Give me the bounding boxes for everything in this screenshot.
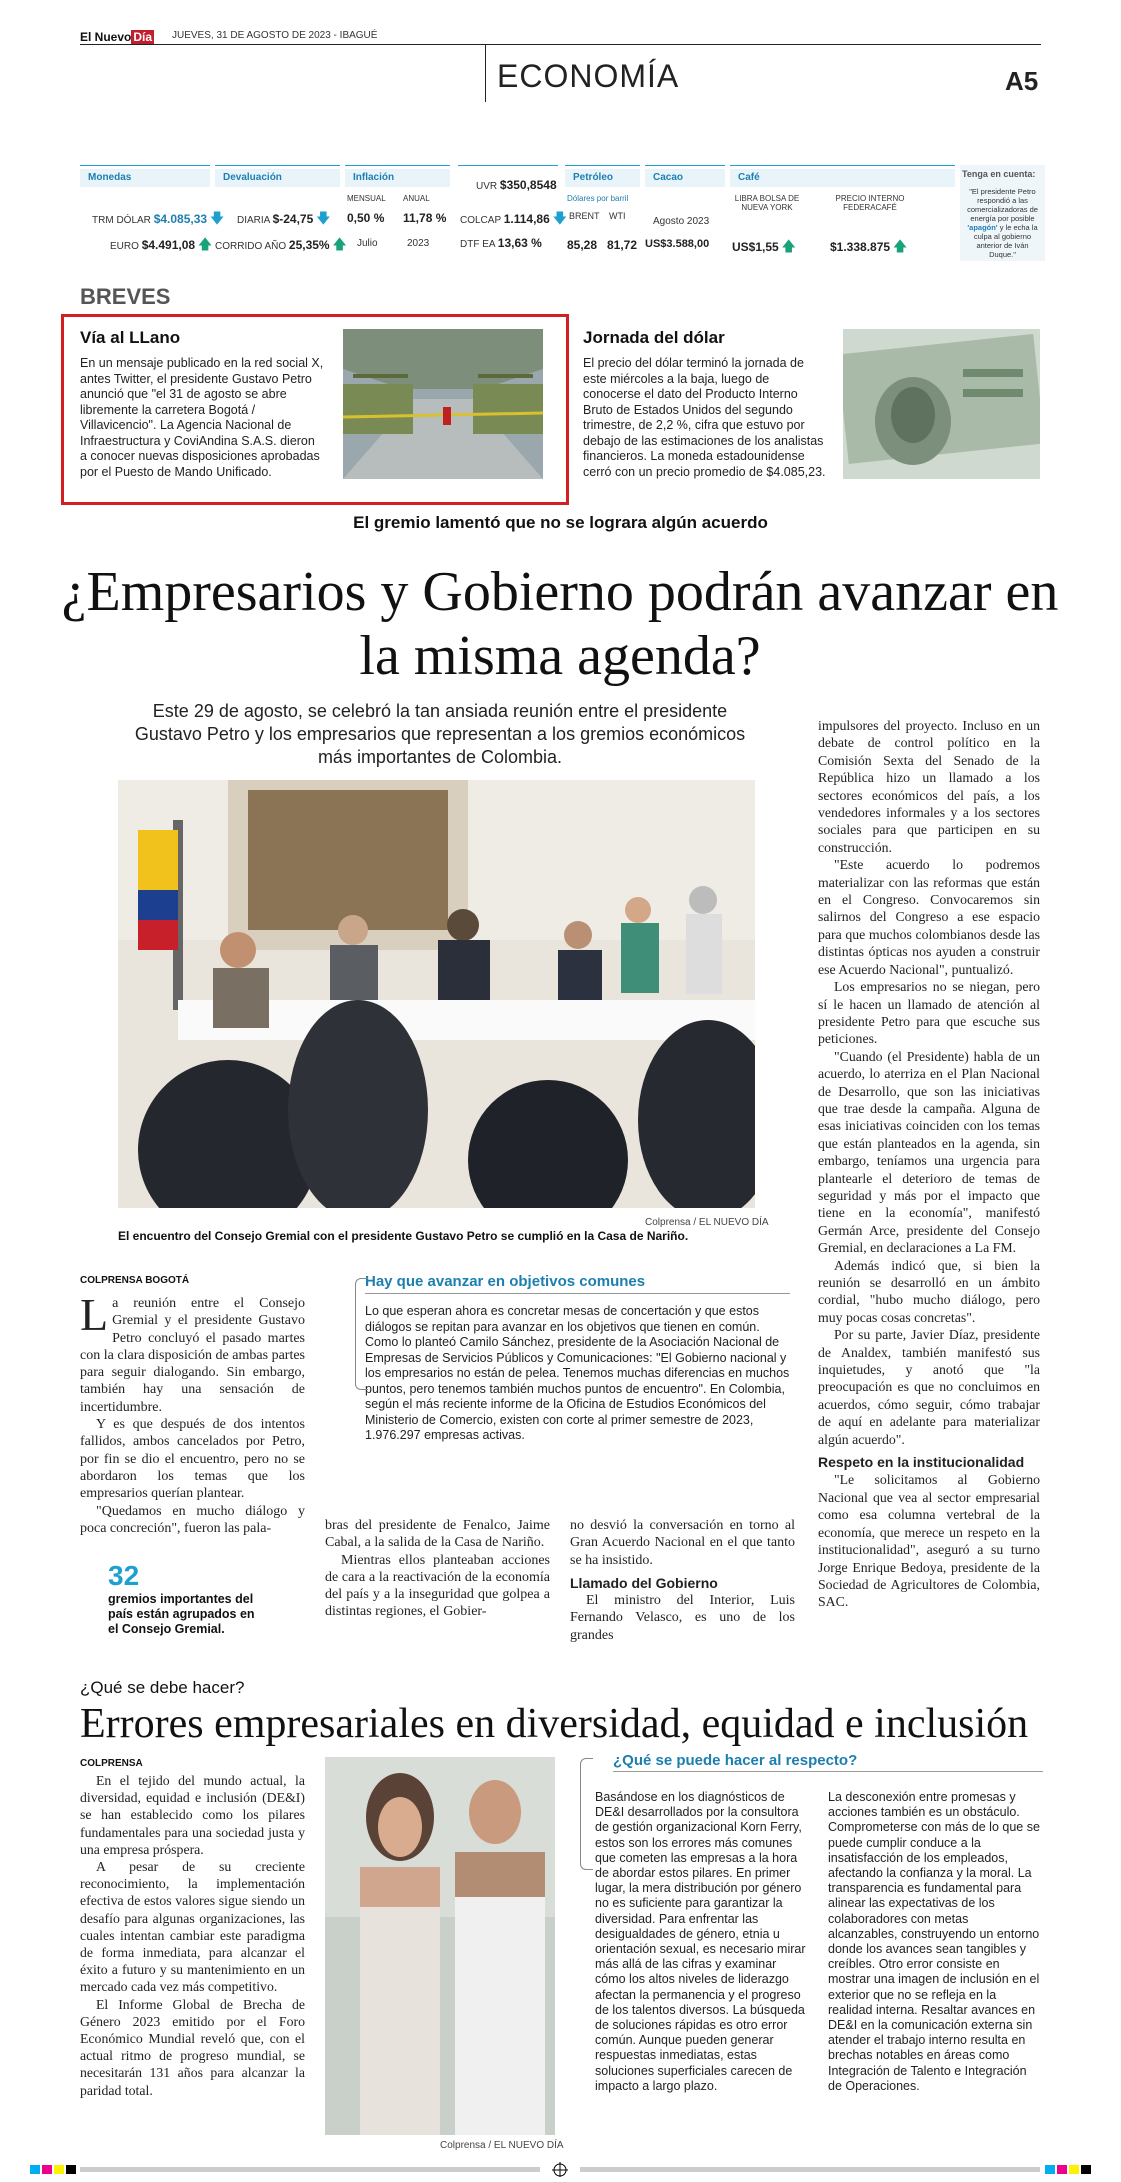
ticker-monedas <box>80 165 225 262</box>
anual-value: 11,78 % <box>403 211 447 225</box>
article1-headline: ¿Empresarios y Gobierno podrán avanzar en la misma agenda? <box>61 561 1059 687</box>
article1-sidebar <box>365 1273 790 1444</box>
euro-value: $4.491,08 <box>141 238 196 252</box>
article1-col1-p1: La reunión entre el Consejo Gremial y el presidente Gustavo Petro concluyó el pasado martes con la clara disposición de ambas partes para seguir dialogando. Sin embargo, también hay una sensación de incertidumbre. <box>80 1289 305 1415</box>
euro-label: EURO <box>110 241 139 252</box>
ticker-uvr <box>458 165 567 262</box>
page-number: A5 <box>1005 66 1039 96</box>
cafe-ny-label: LIBRA BOLSA DE NUEVA YORK <box>734 194 800 212</box>
brand-logo <box>80 30 154 44</box>
article1-right-col <box>818 717 1040 1611</box>
brent-value: 85,28 <box>567 238 598 252</box>
cafe-interno-value: $1.338.875 <box>830 240 891 254</box>
article1-right-subhead: Respeto en la institucionalidad <box>818 1454 1025 1471</box>
wti-label: WTI <box>609 211 626 221</box>
cafe-interno-label: PRECIO INTERNO FEDERACAFÉ <box>835 194 905 212</box>
ticker-inflacion <box>345 165 450 262</box>
article1-right-p7: "Le solicitamos al Gobierno Nacional que vea al sector empresarial como esa columna vertebral de la economía, que merece un respeto en la institucionalidad", aseguró a su turno Jorge Enrique Bedoya, presidente de la Sociedad de Agricultores de Colombia, SAC. <box>818 1472 1040 1610</box>
wti-value: 81,72 <box>607 238 638 252</box>
article2-photo-people <box>325 1757 555 2135</box>
article1-col2-p2: Mientras ellos planteaban acciones de cara a la reactivación de la economía del país y a la inseguridad que golpea a distintas regiones, el Gobier- <box>325 1552 550 1620</box>
section-rule <box>485 44 486 102</box>
article1-col3-p2: El ministro del Interior, Luis Fernando Velasco, es uno de los grandes <box>570 1593 795 1643</box>
article1-col3-subhead: Llamado del Gobierno <box>570 1574 718 1591</box>
anual-label: ANUAL <box>403 194 430 203</box>
inflacion-mes: Julio <box>357 238 378 249</box>
article2-sidebar <box>613 1752 1043 1772</box>
article1-sidebar-title: Hay que avanzar en objetivos comunes <box>365 1273 790 1294</box>
drop-cap: L <box>80 1289 109 1340</box>
cacao-value: US$3.588,00 <box>645 238 710 250</box>
colcap-label: COLCAP <box>460 215 501 226</box>
article2-col1-p3: El Informe Global de Brecha de Género 2023 emitido por el Foro Económico Mundial reveló que, con el actual ritmo de progreso mundial, se necesitarán 131 años para alcanzar la paridad total. <box>80 1996 305 2098</box>
dateline: JUEVES, 31 DE AGOSTO DE 2023 - IBAGUÉ <box>172 30 378 41</box>
tenga-text: "El presidente Petro respondió a las comercializadoras de energía por posible 'apagón' y le echa la culpa al gobierno anterior de Iván Duque." <box>967 187 1038 259</box>
brief-title-via-llano: Vía al LLano <box>80 328 181 347</box>
ticker-cacao-title: Cacao <box>645 169 725 187</box>
petroleo-sub: Dólares por barril <box>567 194 629 203</box>
article2-kicker: ¿Qué se debe hacer? <box>80 1678 245 1697</box>
arrow-up-icon: 🡅 <box>332 236 347 252</box>
ticker-cacao <box>645 165 725 262</box>
article1-col2 <box>325 1517 550 1621</box>
arrow-up-icon: 🡅 <box>197 236 213 252</box>
brief-text-dolar: El precio del dólar terminó la jornada de este miércoles a la baja, luego de conocerse el dato del Producto Interno Bruto de Estados Unidos del segundo trimestre, de 2,2 %, cifra que estuvo por debajo de las estimaciones de los analistas financieros. La moneda estadounidense cerró con un precio promedio de $4.085,23. <box>583 356 826 479</box>
sidebar-bracket <box>580 1758 593 1870</box>
ticker-devaluacion <box>215 165 347 262</box>
print-registration-strip <box>0 2162 1121 2177</box>
dtf-label: DTF EA <box>460 239 496 250</box>
brief-photo-road <box>343 329 543 479</box>
article1-sidebar-text: Lo que esperan ahora es concretar mesas de concertación y que estos diálogos se repitan para avanzar en los objetivos que tienen en común. Como lo planteó Camilo Sánchez, presidente de la Asociación Nacional de Empresas de Servicios Públicos y Comunicaciones: "El Gobierno nacional y los empresarios no están de pelea. Tenemos muchas diferencias en muchos puntos, pero tenemos también muchos puntos de encuentro". En Colombia, según el más reciente informe de la Oficina de Estudios Económicos del Ministerio de Comercio, existen con corte al primer semestre de 2023, 1.976.297 empresas activas. <box>365 1304 790 1442</box>
trm-label: TRM DÓLAR <box>92 215 151 226</box>
trm-value: $4.085,33 <box>153 212 208 226</box>
article1-col1-p3: "Quedamos en mucho diálogo y poca concreción", fueron las pala- <box>80 1503 305 1536</box>
ticker-petroleo-title: Petróleo <box>565 169 640 187</box>
article1-photo-meeting <box>118 780 755 1208</box>
market-ticker <box>80 165 1045 261</box>
mensual-value: 0,50 % <box>347 211 385 225</box>
arrow-down-icon: 🡇 <box>209 210 225 226</box>
cafe-ny-value: US$1,55 <box>732 240 779 254</box>
article2-sidebar-col1: Basándose en los diagnósticos de DE&I desarrollados por la consultora de gestión organizacional Korn Ferry, estos son los errores más comunes que cometen las empresas a la hora de abordar estos pilares. En primer lugar, la mera distribución por género no es suficiente para garantizar la diversidad. Para enfrentar las desigualdades de género, etnia u orientación sexual, es necesario mirar más allá de las cifras y examinar cómo los altos niveles de liderazgo afectan la permanencia y el progreso de los talentos diversos. La búsqueda de soluciones rápidas es otro error común. Aunque pueden generar respuestas inmediatas, estas soluciones superficiales carecen de impacto a largo plazo. <box>595 1790 806 2093</box>
ticker-petroleo <box>565 165 640 262</box>
article1-kicker: El gremio lamentó que no se lograra algún acuerdo <box>353 513 768 532</box>
cacao-mes: Agosto 2023 <box>653 216 710 227</box>
article1-byline: COLPRENSA BOGOTÁ <box>80 1275 190 1286</box>
article1-col2-p1: bras del presidente de Fenalco, Jaime Cabal, a la salida de la Casa de Nariño. <box>325 1518 550 1551</box>
stat-number: 32 <box>108 1560 140 1591</box>
stat-box <box>108 1560 268 1637</box>
ticker-inflacion-title: Inflación <box>345 169 450 187</box>
brent-label: BRENT <box>569 211 600 221</box>
article1-right-p1: impulsores del proyecto. Incluso en un debate de control político en la Comisión Sexta del Senado de la República hizo un llamado a los sectores económicos del país, a los vendedores informales y a los sectores sociales para que participen en su construcción. <box>818 718 1040 855</box>
article2-col1-p1: En el tejido del mundo actual, la diversidad, equidad e inclusión (DE&I) se han establecido como los pilares fundamentales para una sociedad justa y una empresa próspera. <box>80 1773 305 1857</box>
article1-right-p4: "Cuando (el Presidente) habla de un acuerdo, lo aterriza en el Plan Nacional de Desarrollo, que son las iniciativas que trae desde la campaña. Alguna de esas iniciativas coinciden con los temas que están planteados en la agenda, sin embargo, teníamos una urgencia para plantearle el deterioro de temas de seguridad y más por el impacto que tiene en la economía", manifestó Germán Arce, presidente del Consejo Gremial, en declaraciones a La FM. <box>818 1048 1040 1256</box>
ticker-tenga-en-cuenta <box>960 165 1045 261</box>
tenga-title: Tenga en cuenta: <box>962 169 1036 179</box>
arrow-down-icon: 🡇 <box>552 210 567 226</box>
article1-right-p6: Por su parte, Javier Díaz, presidente de Analdex, también manifestó sus inquietudes, y anotó que "la preocupación es que no concluimos en acuerdos, cómo seguir, cómo trabajar de aquí en adelante para materializar algún acuerdo". <box>818 1327 1040 1447</box>
ticker-monedas-title: Monedas <box>80 169 210 187</box>
brief-photo-dollar <box>843 329 1040 479</box>
article1-right-p3: Los empresarios no se niegan, pero sí le hacen un llamado de atención al presidente Petro para que escuche sus peticiones. <box>818 979 1040 1047</box>
diaria-label: DIARIA <box>237 215 270 226</box>
corrido-label: CORRIDO AÑO <box>215 241 287 252</box>
section-title: ECONOMÍA <box>497 58 680 94</box>
dtf-value: 13,63 % <box>497 236 542 250</box>
brief-text-via-llano: En un mensaje publicado en la red social X, antes Twitter, el presidente Gustavo Petro anunció que "el 31 de agosto se abre libremente la carretera Bogotá / Villavicencio". La Agencia Nacional de Infraestructura y CoviAndina S.A.S. dieron a conocer nuevas disposiciones aprobadas por el Puesto de Mando Unificado. <box>80 356 324 479</box>
article1-photo-credit: Colprensa / EL NUEVO DÍA <box>645 1217 769 1228</box>
diaria-value: $-24,75 <box>272 212 314 226</box>
article2-photo-credit: Colprensa / EL NUEVO DÍA <box>440 2140 564 2151</box>
article2-col1-p2: A pesar de su creciente reconocimiento, la implementación efectiva de estos valores sigue siendo un desafío para algunas organizaciones, las cuales intentan cambiar este paradigma de forma inmediata, para alcanzar el éxito a futuro y su mantenimiento en un mercado cada vez más competitivo. <box>80 1859 305 1995</box>
article1-col3-p1: no desvió la conversación en torno al Gran Acuerdo Nacional en el que tanto se ha insistido. <box>570 1518 795 1568</box>
inflacion-anio: 2023 <box>407 238 430 249</box>
brand-name-highlight: Día <box>133 30 153 44</box>
article2-sidebar-col2: La desconexión entre promesas y acciones también es un obstáculo. Comprometerse con más de lo que se puede cumplir conduce a la insatisfacción de los empleados, afectando la confianza y la moral. La transparencia es fundamental para alinear las expectativas de los colaboradores con metas alcanzables, construyendo un entorno donde los avances sean tangibles y creíbles. Otro error consiste en mostrar una imagen de inclusión en el exterior que no se refleja en la realidad interna. Resaltar avances en DE&I en la comunicación externa sin atender el trabajo interno resulta en brechas notables en áreas como Integración de Talento e Integración de Operaciones. <box>828 1790 1040 2093</box>
article2-col1 <box>80 1772 305 2099</box>
breves-label: BREVES <box>80 284 171 309</box>
arrow-up-icon: 🡅 <box>781 238 796 254</box>
ticker-devaluacion-title: Devaluación <box>215 169 340 187</box>
mensual-label: MENSUAL <box>347 194 386 203</box>
stat-text: gremios importantes del país están agrupados en el Consejo Gremial. <box>108 1592 255 1636</box>
article1-right-p2: "Este acuerdo lo podremos materializar con las reformas que están en el Congreso. Convocaremos sin salirnos del Congreso a ese espacio para que muchos colombianos desde las distintas ópticas nos ayuden a construir ese Acuerdo Nacional", puntualizó. <box>818 857 1040 977</box>
uvr-label: UVR <box>476 181 498 192</box>
ticker-cafe <box>730 165 955 262</box>
arrow-down-icon: 🡇 <box>316 210 331 226</box>
arrow-up-icon: 🡅 <box>892 238 908 254</box>
uvr-value: $350,8548 <box>499 178 557 192</box>
article1-col3 <box>570 1517 795 1644</box>
article1-col1 <box>80 1289 305 1537</box>
article1-col1-p2: Y es que después de dos intentos fallidos, ambos cancelados por Petro, por fin se dio el encuentro, pero no se abordaron los temas que los empresarios querían plantear. <box>80 1417 305 1502</box>
article2-headline: Errores empresariales en diversidad, equidad e inclusión <box>80 1701 1029 1747</box>
article1-lede: Este 29 de agosto, se celebró la tan ansiada reunión entre el presidente Gustavo Petro y los empresarios que representan a los gremios económicos más importantes de Colombia. <box>134 701 746 767</box>
header-rule <box>80 44 1041 45</box>
corrido-value: 25,35% <box>288 238 330 252</box>
ticker-cafe-title: Café <box>730 169 955 187</box>
colcap-value: 1.114,86 <box>503 212 550 226</box>
brand-name: El Nuevo <box>80 30 132 44</box>
sidebar-bracket <box>355 1278 368 1390</box>
article1-caption: El encuentro del Consejo Gremial con el presidente Gustavo Petro se cumplió en la Casa de Nariño. <box>118 1229 689 1243</box>
article2-byline: COLPRENSA <box>80 1758 143 1769</box>
brief-title-dolar: Jornada del dólar <box>583 328 725 347</box>
article2-sidebar-title: ¿Qué se puede hacer al respecto? <box>613 1752 1043 1772</box>
article1-right-p5: Además indicó que, si bien la reunión se desarrolló en un ámbito cordial, "hubo mucho diálogo, pero muy pocas cosas concretas". <box>818 1257 1040 1325</box>
